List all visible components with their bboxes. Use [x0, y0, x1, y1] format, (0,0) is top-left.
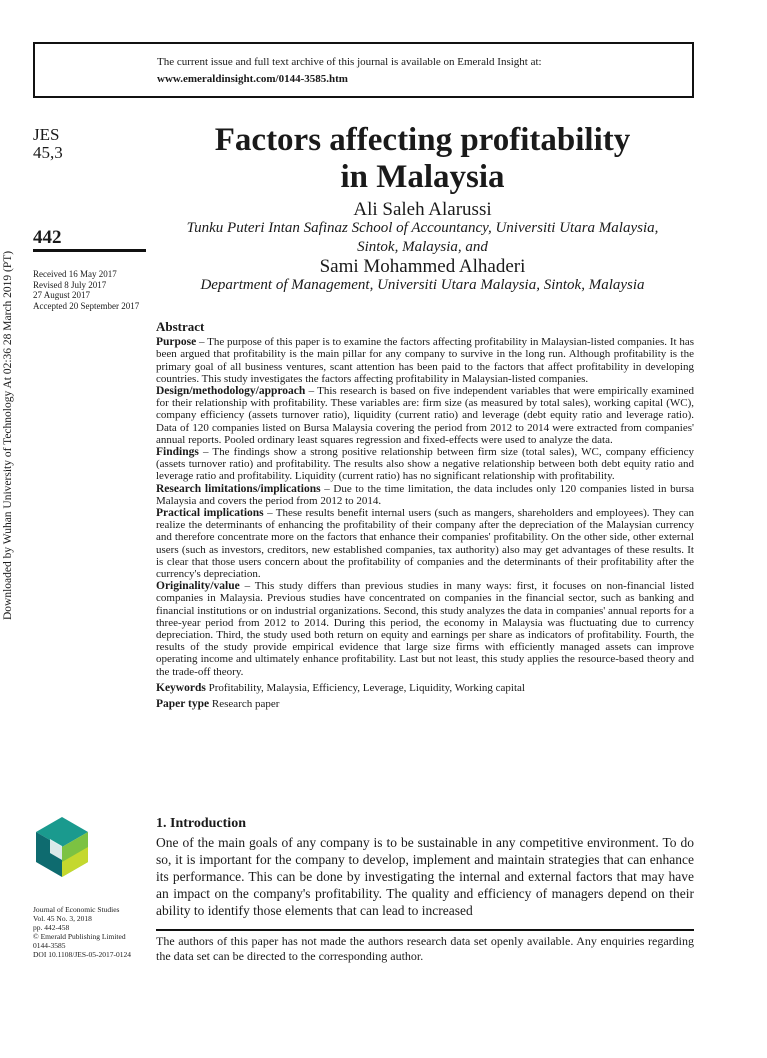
page-number-rule [33, 249, 146, 252]
author-2-affiliation: Department of Management, Universiti Utara Malaysia, Sintok, Malaysia [200, 277, 645, 293]
abstract-originality [156, 580, 694, 678]
article-title [150, 122, 695, 196]
practical-text: – These results benefit internal users (such as mangers, shareholders and employees). They can realize the determinants of enhancing the profitability of their company after the depreciation of the Malaysian currency and therefore concentrate more on the factors that enhance their companies' profitability. On the other side, other external users (such as investors, creditors, new established companies, tax authority) also may get advantages of these results. It is clear that those users concern about the profitability of companies and the determinants of their profitability after the currency's depreciation. [156, 507, 694, 581]
pubinfo-issn: 0144-3585 [33, 941, 66, 950]
access-notice-box [33, 42, 694, 98]
originality-text: – This study differs than previous studies in many ways: first, it focuses on non-financial listed companies in Malaysia. Previous studies have concentrated on companies in the financial sector, such as banking and financial institutions or on industrial organizations. Second, this study analyzes the data in companies' annual reports for a three-year period from 2012 to 2014. During this period, the economy in Malaysia was fluctuating due to currency depreciation. Third, the study used both return on equity and earnings per share as indicators of profitability. Fourth, the results of the study provide empirical evidence that large size firms with efficiently managed assets can improve operating income and ultimately enhance profitability. Last but not least, this study applies the resource-based theory and the trade-off theory. [156, 580, 694, 678]
date-received: Received 16 May 2017 [33, 269, 117, 279]
findings-label: Findings [156, 446, 199, 459]
abstract-findings [156, 446, 694, 483]
design-text: – This research is based on five independent variables that were empirically examined for their relationship with profitability. These variables are: firm size (as measured by total sales), working capital (WC), company efficiency (assets turnover ratio), liquidity (current ratio) and leverage (debt equity ratio and leverage ratio). Data of 120 companies listed on Bursa Malaysia covering the period from 2012 to 2014 were extracted from companies' annual reports. Pooled ordinary least squares regression and fixed-effects were used to analyze the data. [156, 385, 694, 446]
abstract [156, 321, 694, 710]
pubinfo-doi[interactable]: DOI 10.1108/JES-05-2017-0124 [33, 950, 132, 959]
data-availability-footnote: The authors of this paper has not made the authors research data set openly available. Any enquiries regarding the data set can be directed to the corresponding author. [156, 934, 694, 963]
pubinfo-journal: Journal of Economic Studies [33, 905, 120, 914]
pubinfo-pages: pp. 442-458 [33, 923, 70, 932]
keywords-text: Profitability, Malaysia, Efficiency, Leverage, Liquidity, Working capital [205, 681, 525, 694]
author-block [150, 200, 695, 295]
design-label: Design/methodology/approach [156, 385, 306, 398]
journal-abbrev: JES [33, 125, 60, 144]
paper-type-text: Research paper [209, 698, 280, 711]
findings-text: – The findings show a strong positive relationship between firm size (total sales), WC, company efficiency (assets turnover ratio) and profitability. The results also show a negative relationship between both debt equity ratio and leverage ratio and profitability. Liquidity (current ratio) has no significant relationship with profitability. [156, 446, 694, 483]
introduction-heading: 1. Introduction [156, 816, 246, 831]
journal-code [33, 126, 63, 162]
publication-info [33, 905, 131, 959]
paper-type-label: Paper type [156, 698, 210, 711]
author-1-name: Ali Saleh Alarussi [353, 199, 492, 220]
author-1-affiliation: Tunku Puteri Intan Safinaz School of Accountancy, Universiti Utara Malaysia, [186, 220, 659, 236]
abstract-design [156, 385, 694, 446]
journal-volume: 45,3 [33, 143, 63, 162]
originality-label: Originality/value [156, 580, 240, 593]
author-1-affiliation-cont: Sintok, Malaysia, and [357, 239, 488, 255]
pubinfo-publisher: © Emerald Publishing Limited [33, 932, 126, 941]
download-watermark: Downloaded by Wuhan University of Technology At 02:36 28 March 2019 (PT) [2, 250, 14, 620]
abstract-purpose [156, 336, 694, 385]
date-accepted: Accepted 20 September 2017 [33, 300, 140, 311]
pubinfo-volume: Vol. 45 No. 3, 2018 [33, 914, 92, 923]
journal-url-link[interactable]: www.emeraldinsight.com/0144-3585.htm [157, 73, 348, 85]
introduction-paragraph: One of the main goals of any company is to be sustainable in any competitive environment. To do so, it is important for the company to develop, implement and maintain strategies that can enhance its performance. This can be done by investigating the internal and external factors that may have an impact on the company's profitability. The quality and efficiency of managers depend on their ability to identify those elements that can lead to increased [156, 835, 694, 918]
date-revised-2: 27 August 2017 [33, 290, 91, 300]
paper-type [156, 698, 694, 710]
limitations-label: Research limitations/implications [156, 482, 321, 495]
practical-label: Practical implications [156, 507, 264, 520]
abstract-limitations [156, 483, 694, 507]
abstract-heading: Abstract [156, 319, 205, 334]
date-revised: Revised 8 July 2017 [33, 279, 107, 290]
limitations-text: – Due to the time limitation, the data includes only 120 companies listed in bursa Malaysia and covers the period from 2012 to 2014. [156, 482, 695, 507]
page-number: 442 [33, 227, 62, 248]
title-line-2: in Malaysia [340, 159, 505, 195]
keywords [156, 682, 694, 694]
purpose-text: – The purpose of this paper is to examine the factors affecting profitability in Malaysian-listed companies. It has been argued that profitability is the main pillar for any company to survive in the long run. Although profitability is the primary goal of all business ventures, scant attention has been paid to the factors that affect profitability in developing countries. This study investigates the factors affecting profitability in Malaysian-listed companies. [156, 336, 694, 385]
footnote-divider [156, 929, 694, 931]
keywords-label: Keywords [156, 681, 206, 694]
article-dates [33, 269, 139, 311]
purpose-label: Purpose [156, 336, 197, 349]
emerald-logo-icon [32, 815, 92, 885]
title-line-1: Factors affecting profitability [214, 122, 631, 158]
abstract-practical [156, 507, 694, 580]
introduction-section [156, 816, 694, 919]
author-2-name: Sami Mohammed Alhaderi [319, 256, 526, 277]
access-notice-text: The current issue and full text archive of this journal is available on Emerald Insight at: [157, 56, 542, 68]
